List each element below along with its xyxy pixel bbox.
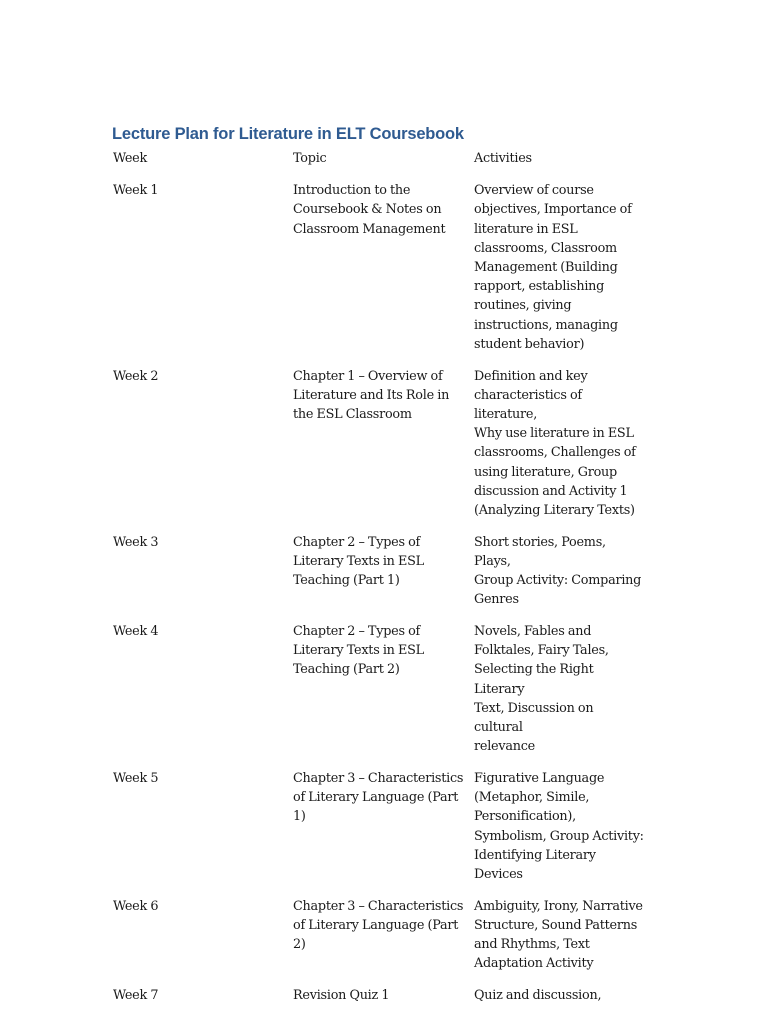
- activities-line: routines, giving: [474, 298, 572, 314]
- topic-line: of Literary Language (Part: [293, 790, 459, 806]
- table-header-row: [113, 149, 653, 168]
- activities-line: objectives, Importance of: [474, 202, 632, 218]
- activities-line: rapport, establishing: [474, 279, 605, 295]
- topic-line: Chapter 3 – Characteristics: [293, 770, 464, 786]
- table-row: [113, 367, 653, 521]
- activities-line: Adaptation Activity: [474, 956, 594, 972]
- topic-line: Introduction to the: [293, 183, 411, 199]
- header-topic: Topic: [293, 151, 327, 166]
- week-cell: Week 4: [113, 623, 159, 639]
- activities-cell: [474, 533, 644, 610]
- topic-cell: [293, 181, 474, 354]
- topic-line: Chapter 1 – Overview of: [293, 368, 443, 384]
- activities-cell: [474, 986, 644, 1005]
- activities-cell: [474, 181, 644, 354]
- activities-line: classrooms, Classroom: [474, 240, 617, 256]
- topic-line: Chapter 3 – Characteristics: [293, 898, 464, 914]
- activities-line: and Rhythms, Text: [474, 937, 590, 953]
- activities-line: Overview of course: [474, 183, 594, 199]
- topic-line: Chapter 2 – Types of: [293, 534, 421, 550]
- activities-line: using literature, Group: [474, 464, 617, 480]
- table-row: [113, 533, 653, 610]
- activities-line: Group Activity: Comparing: [474, 573, 642, 589]
- activities-line: Structure, Sound Patterns: [474, 917, 638, 933]
- topic-cell: [293, 367, 474, 521]
- activities-line: Definition and key: [474, 368, 588, 384]
- activities-line: Short stories, Poems, Plays,: [474, 534, 606, 569]
- topic-line: Chapter 2 – Types of: [293, 623, 421, 639]
- topic-line: Coursebook & Notes on: [293, 202, 442, 218]
- activities-line: Quiz and discussion,: [474, 987, 602, 1003]
- week-cell: Week 7: [113, 987, 159, 1003]
- activities-line: student behavior): [474, 336, 585, 352]
- topic-line: Literature and Its Role in: [293, 387, 450, 403]
- topic-line: Teaching (Part 1): [293, 573, 400, 589]
- activities-line: Identifying Literary Devices: [474, 847, 596, 882]
- header-activities: Activities: [474, 151, 532, 166]
- activities-line: characteristics of literature,: [474, 387, 582, 422]
- activities-line: Why use literature in ESL: [474, 426, 634, 442]
- topic-line: the ESL Classroom: [293, 406, 412, 422]
- table-row: [113, 181, 653, 354]
- activities-line: (Metaphor, Simile,: [474, 790, 590, 806]
- lecture-plan-table: [113, 149, 653, 1018]
- activities-line: Symbolism, Group Activity:: [474, 828, 644, 844]
- activities-line: discussion and Activity 1: [474, 483, 628, 499]
- topic-line: Classroom Management: [293, 221, 446, 237]
- topic-line: Literary Texts in ESL: [293, 643, 424, 659]
- activities-cell: [474, 897, 644, 974]
- activities-line: instructions, managing: [474, 317, 618, 333]
- topic-cell: [293, 769, 474, 884]
- week-cell: Week 3: [113, 534, 159, 550]
- activities-line: relevance: [474, 739, 535, 755]
- activities-line: Selecting the Right Literary: [474, 662, 594, 697]
- header-week: Week: [113, 151, 148, 166]
- table-row: [113, 986, 653, 1005]
- activities-line: Ambiguity, Irony, Narrative: [474, 898, 643, 914]
- activities-line: Figurative Language: [474, 770, 605, 786]
- activities-line: classrooms, Challenges of: [474, 445, 636, 461]
- activities-line: Folktales, Fairy Tales,: [474, 643, 609, 659]
- table-row: [113, 769, 653, 884]
- activities-line: literature in ESL: [474, 221, 578, 237]
- table-row: [113, 897, 653, 974]
- topic-line: 1): [293, 809, 306, 825]
- topic-line: Revision Quiz 1: [293, 987, 390, 1003]
- topic-line: of Literary Language (Part: [293, 917, 459, 933]
- week-cell: Week 1: [113, 183, 159, 199]
- topic-cell: [293, 897, 474, 974]
- topic-cell: [293, 622, 474, 756]
- activities-line: Management (Building: [474, 260, 618, 276]
- page-title: Lecture Plan for Literature in ELT Coursebook: [112, 125, 464, 143]
- activities-line: Genres: [474, 592, 519, 608]
- activities-line: (Analyzing Literary Texts): [474, 502, 635, 518]
- topic-line: Teaching (Part 2): [293, 662, 400, 678]
- activities-line: Novels, Fables and: [474, 623, 592, 639]
- week-cell: Week 6: [113, 898, 159, 914]
- activities-line: Text, Discussion on cultural: [474, 700, 594, 735]
- topic-line: 2): [293, 937, 306, 953]
- activities-cell: [474, 769, 644, 884]
- activities-line: Personification),: [474, 809, 576, 825]
- activities-cell: [474, 367, 644, 521]
- topic-cell: [293, 533, 474, 610]
- week-cell: Week 2: [113, 368, 159, 384]
- activities-cell: [474, 622, 644, 756]
- topic-cell: [293, 986, 474, 1005]
- topic-line: Literary Texts in ESL: [293, 553, 424, 569]
- table-row: [113, 622, 653, 756]
- week-cell: Week 5: [113, 770, 159, 786]
